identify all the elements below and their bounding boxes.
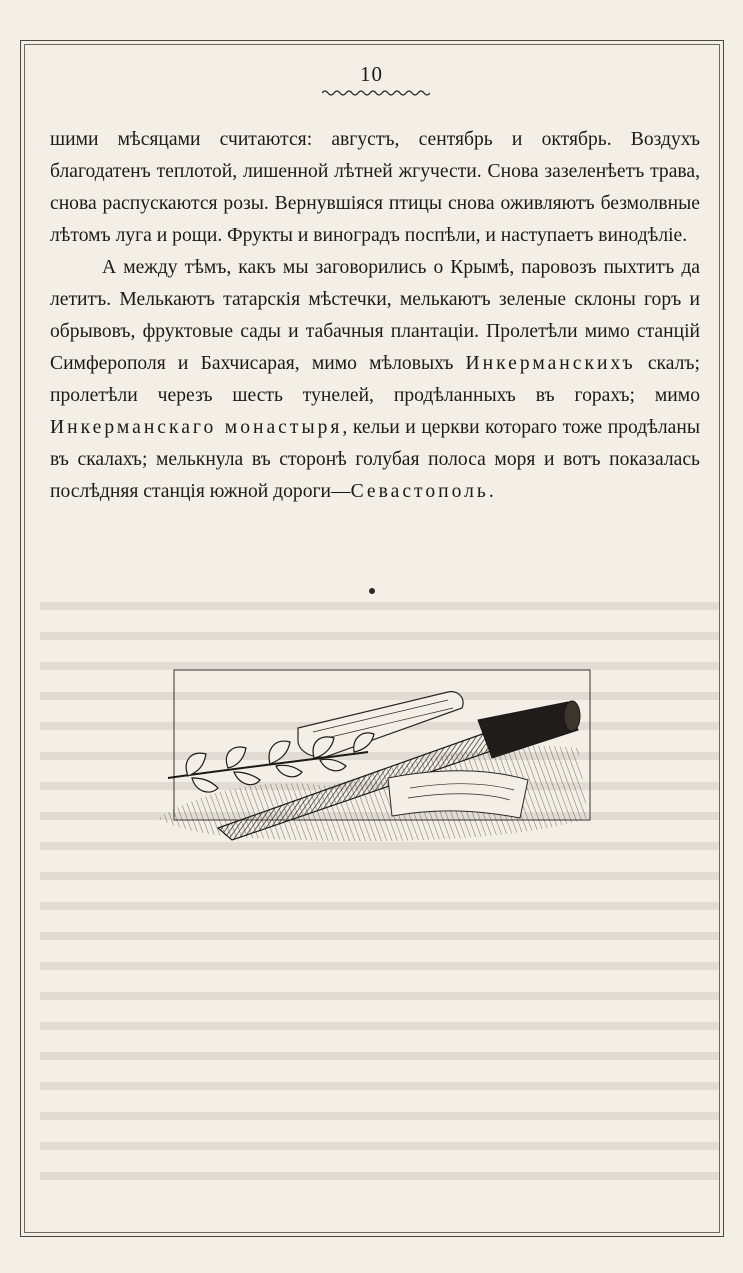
page-number: 10 (360, 62, 383, 86)
paragraph-2-part-3: , кельи и церкви котораго тоже продѣланы въ скалахъ; мелькнула въ сторонѣ голубая полоса моря и вотъ показалась послѣдняя станція южной дороги— (50, 417, 700, 502)
inkerman-monastery: Инкерманскаго монастыря (50, 417, 343, 438)
paragraph-1: шими мѣсяцами считаются: августъ, сентябрь и октябрь. Воздухъ благодатенъ теплотой, лишенной лѣтней жгучести. Снова зазеленѣетъ трава, снова распускаются розы. Вернувшіяся птицы снова оживляютъ безмолвные лѣтомъ луга и рощи. Фрукты и виноградъ поспѣли, и наступаетъ винодѣліе. (50, 129, 700, 246)
body-text (50, 124, 700, 508)
paragraph-2 (50, 252, 700, 508)
sevastopol: Севастополь (350, 481, 489, 502)
paragraph-2-part-2: скалъ; пролетѣли черезъ шесть тунелей, продѣланныхъ въ горахъ; мимо (50, 353, 700, 406)
paragraph-2-part-1: А между тѣмъ, какъ мы заговорились о Крымѣ, паровозъ пыхтитъ да летитъ. Мелькаютъ татарскія мѣстечки, мелькаютъ зеленые склоны горъ и обрывовъ, фруктовые сады и табачныя плантаціи. Пролетѣли мимо станцій Симферополя и Бахчисарая, мимо мѣловыхъ (50, 257, 700, 374)
open-document (388, 771, 528, 818)
paragraph-2-part-4: . (488, 481, 494, 502)
ornamental-dot (369, 588, 375, 594)
wavy-ornament (322, 88, 430, 98)
inkerman-rocks: Инкерманскихъ (465, 353, 636, 374)
vignette-illustration (148, 668, 602, 850)
